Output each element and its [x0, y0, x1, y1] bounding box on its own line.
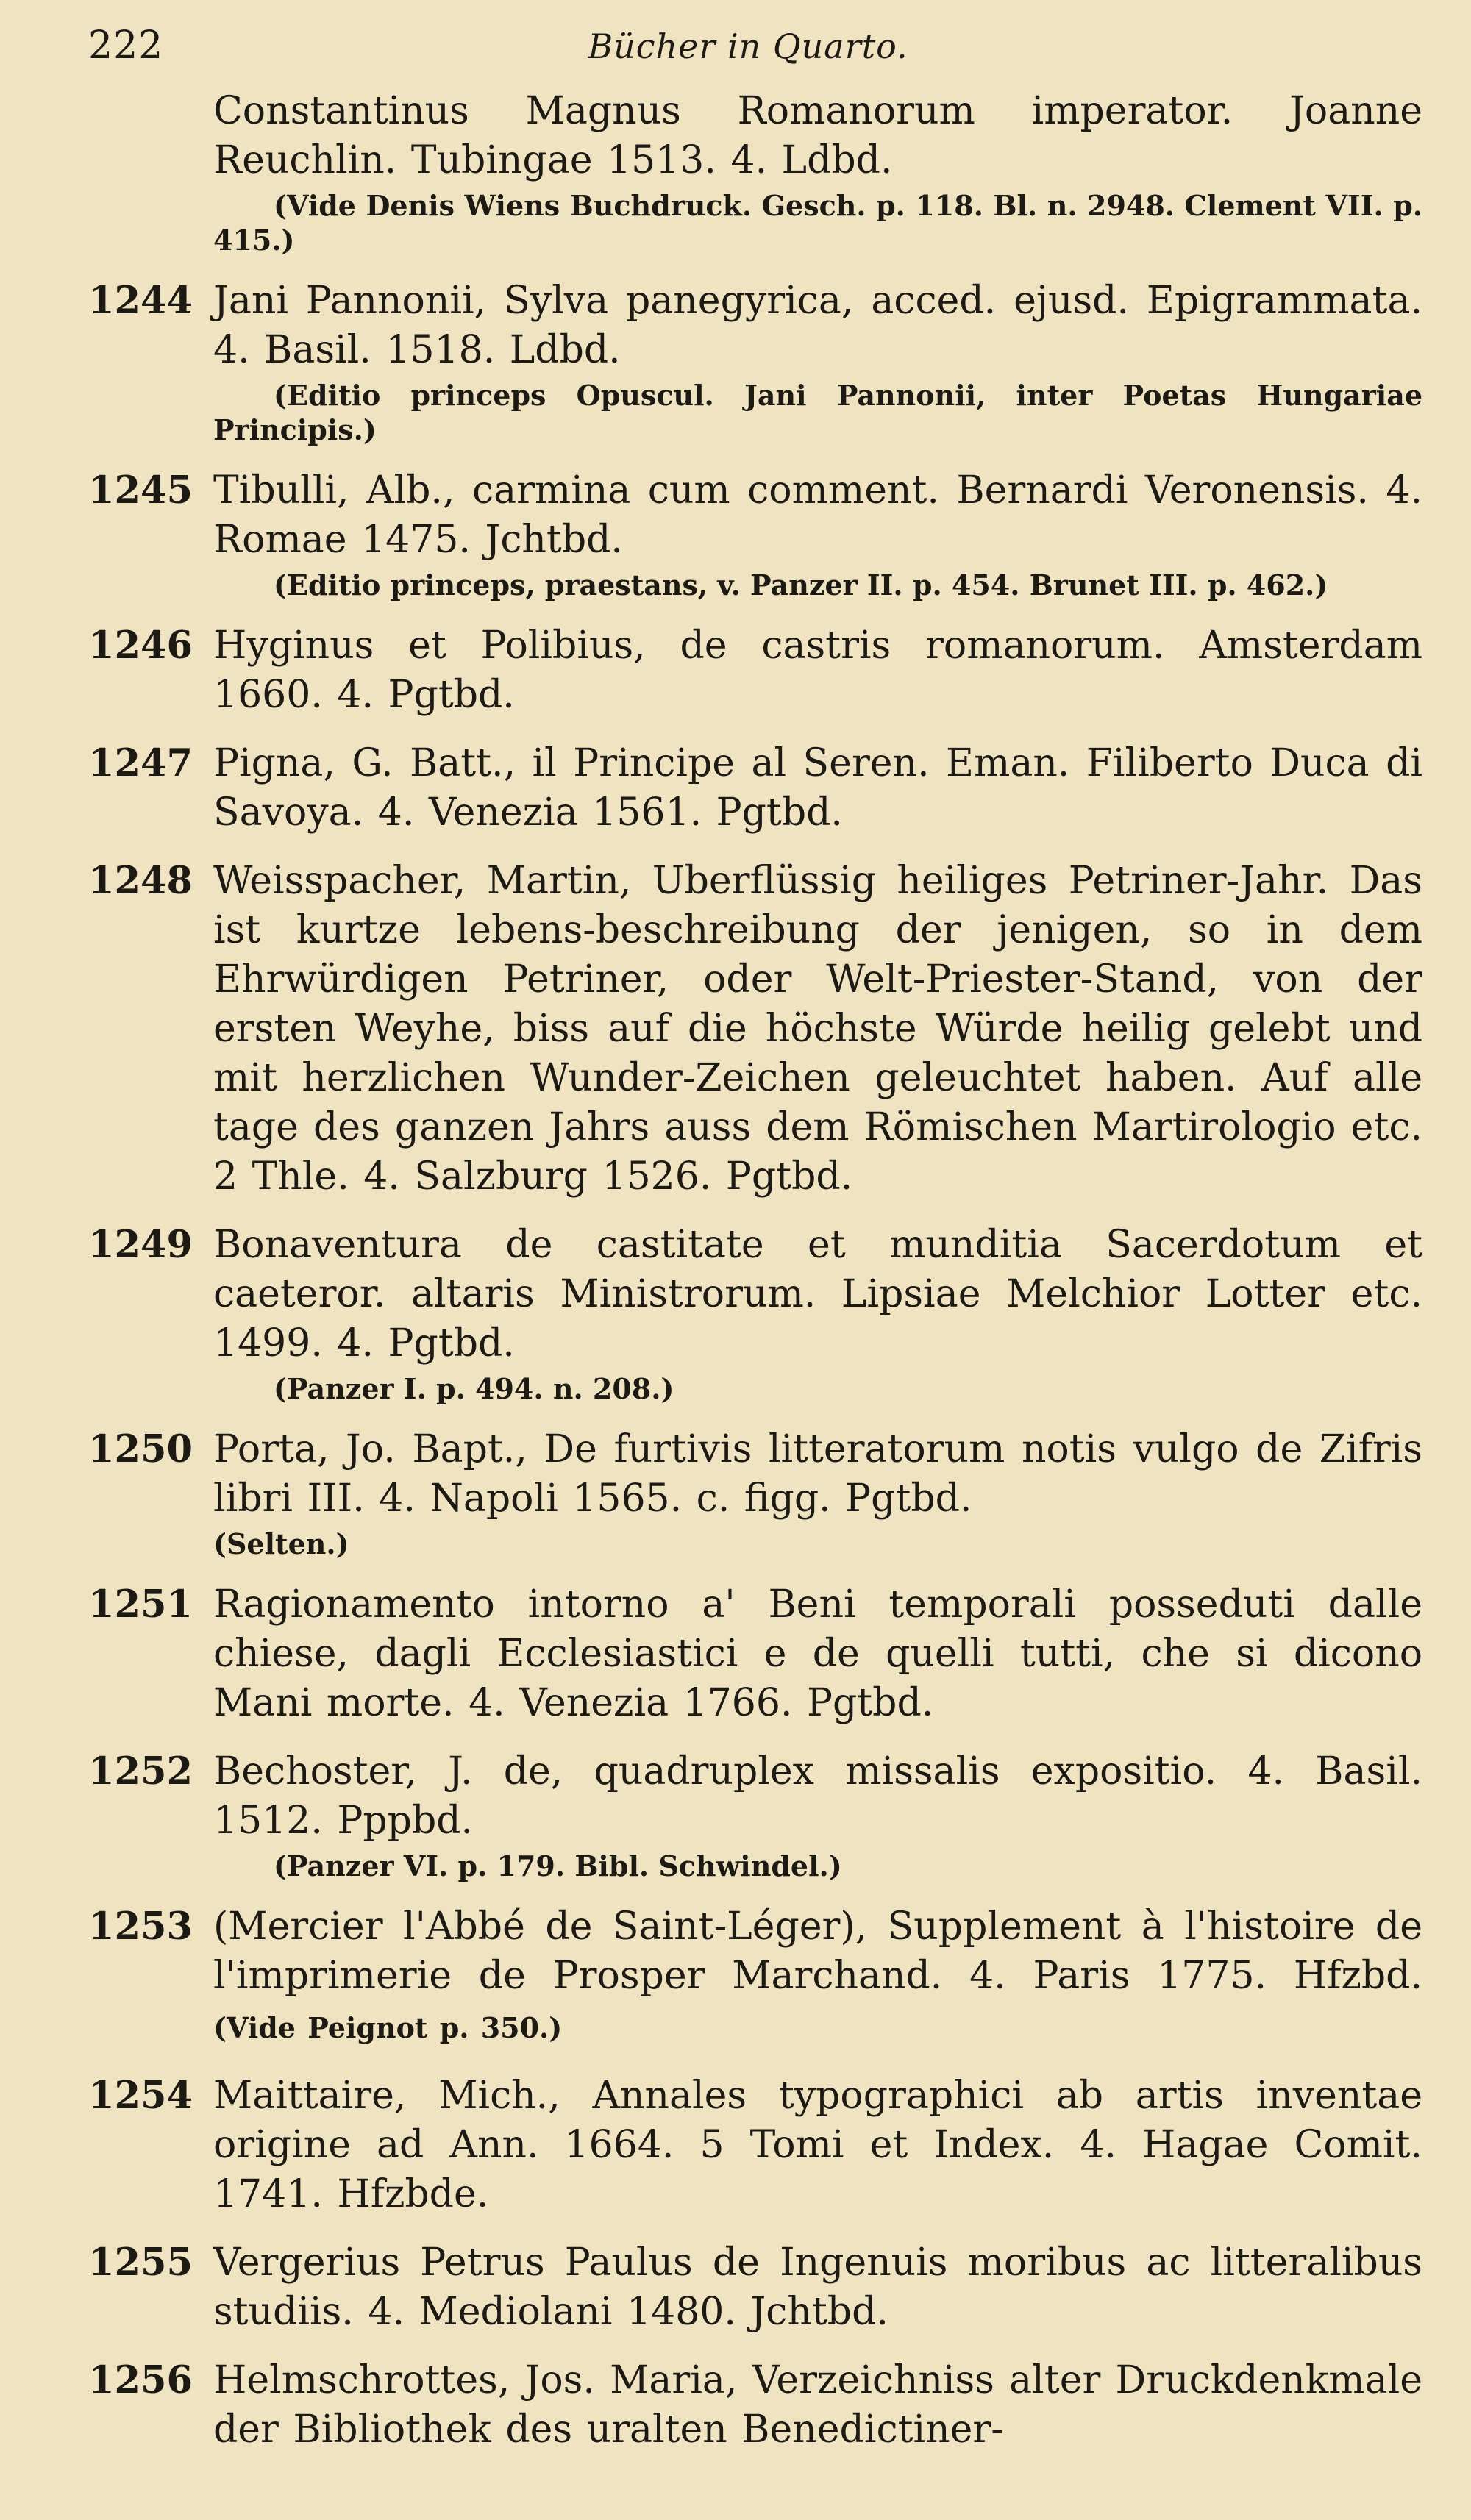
- entry-description: Bechoster, J. de, quadruplex missalis expositio. 4. Basil. 1512. Pppbd.: [213, 1749, 1422, 1843]
- entry-description: Ragionamento intorno a' Beni temporali posseduti dalle chiese, dagli Ecclesiastici e de quelli tutti, che si dicono Mani morte. 4. Venezia 1766. Pgtbd.: [213, 1582, 1422, 1725]
- page-header: [74, 13, 1422, 87]
- catalog-entry: [74, 739, 1422, 838]
- entry-text: [213, 2071, 1422, 2219]
- catalog-entry: [74, 276, 1422, 447]
- entry-text: [213, 1221, 1422, 1368]
- entry-description: Weisspacher, Martin, Uberflüssig heiliges Petriner-Jahr. Das ist kurtze lebens-beschreibung der jenigen, so in dem Ehrwürdigen Petriner, oder Welt-Priester-Stand, von der ersten Weyhe, biss auf die höchste Würde heilig gelebt und mit herzlichen Wunder-Zeichen geleuchtet haben. Auf alle tage des ganzen Jahrs auss dem Römischen Martirologio etc. 2 Thle. 4. Salzburg 1526. Pgtbd.: [213, 859, 1422, 1199]
- entry-number: 1251: [88, 1582, 193, 1627]
- entry-number: 1255: [88, 2241, 193, 2285]
- catalog-entry: [74, 87, 1422, 257]
- catalog-entry: [74, 1425, 1422, 1561]
- entry-number: 1248: [88, 859, 193, 903]
- entry-number: 1247: [88, 741, 193, 785]
- entry-text: [213, 87, 1422, 185]
- entry-text: [213, 1747, 1422, 1846]
- entry-description: Helmschrottes, Jos. Maria, Verzeichniss alter Druckdenkmale der Bibliothek des uralten Benedictiner-: [213, 2358, 1422, 2452]
- entry-number: 1244: [88, 279, 193, 323]
- catalog-entry: [74, 2238, 1422, 2337]
- catalog-entry: [74, 857, 1422, 1202]
- entry-text: [213, 466, 1422, 565]
- entry-description: Pigna, G. Batt., il Principe al Seren. Eman. Filiberto Duca di Savoya. 4. Venezia 1561. Pgtbd.: [213, 741, 1422, 835]
- entry-note: (Selten.): [213, 1527, 349, 1560]
- entry-number: 1253: [88, 1905, 193, 1949]
- catalog-entry: [74, 466, 1422, 602]
- entry-note: (Panzer I. p. 494. n. 208.): [274, 1372, 674, 1405]
- entry-text: [213, 739, 1422, 838]
- entry-text: [213, 1425, 1422, 1524]
- entry-inline-note: (Vide Peignot p. 350.): [213, 2011, 563, 2044]
- entry-number: 1246: [88, 624, 193, 668]
- entry-number: 1252: [88, 1749, 193, 1793]
- entry-description: Porta, Jo. Bapt., De furtivis litteratorum notis vulgo de Zifris libri III. 4. Napoli 1565. c. figg. Pgtbd.: [213, 1427, 1422, 1521]
- entry-description: Bonaventura de castitate et munditia Sacerdotum et caeteror. altaris Ministrorum. Lipsiae Melchior Lotter etc. 1499. 4. Pgtbd.: [213, 1223, 1422, 1366]
- catalog-entry: [74, 1580, 1422, 1728]
- entry-text: [213, 857, 1422, 1202]
- entry-description: Jani Pannonii, Sylva panegyrica, acced. ejusd. Epigrammata. 4. Basil. 1518. Ldbd.: [213, 279, 1422, 372]
- entry-number: 1254: [88, 2074, 193, 2118]
- entry-description: Constantinus Magnus Romanorum imperator. Joanne Reuchlin. Tubingae 1513. 4. Ldbd.: [213, 89, 1422, 182]
- entry-note: (Editio princeps Opuscul. Jani Pannonii, inter Poetas Hungariae Principis.): [213, 379, 1422, 446]
- catalog-entry: [74, 621, 1422, 720]
- catalog-entry: [74, 1902, 1422, 2052]
- entry-description: Vergerius Petrus Paulus de Ingenuis moribus ac litteralibus studiis. 4. Mediolani 1480. Jchtbd.: [213, 2241, 1422, 2334]
- page-number: 222: [88, 24, 164, 68]
- entry-number: 1250: [88, 1427, 193, 1471]
- entry-text: [213, 2238, 1422, 2337]
- entry-text: [213, 276, 1422, 375]
- catalog-entry: [74, 2356, 1422, 2455]
- entry-note: (Panzer VI. p. 179. Bibl. Schwindel.): [274, 1849, 842, 1882]
- entry-description: Tibulli, Alb., carmina cum comment. Bernardi Veronensis. 4. Romae 1475. Jchtbd.: [213, 468, 1422, 562]
- catalog-entries: [74, 87, 1422, 2455]
- entry-number: 1249: [88, 1223, 193, 1267]
- entry-note: (Editio princeps, praestans, v. Panzer II. p. 454. Brunet III. p. 462.): [274, 568, 1328, 602]
- entry-text: [213, 621, 1422, 720]
- catalog-entry: [74, 2071, 1422, 2219]
- entry-description: (Mercier l'Abbé de Saint-Léger), Supplement à l'histoire de l'imprimerie de Prosper Marchand. 4. Paris 1775. Hfzbd.: [213, 1905, 1422, 1998]
- entry-text: [213, 2356, 1422, 2455]
- entry-text: [213, 1902, 1422, 2052]
- catalog-entry: [74, 1747, 1422, 1883]
- catalog-entry: [74, 1221, 1422, 1406]
- entry-note: (Vide Denis Wiens Buchdruck. Gesch. p. 118. Bl. n. 2948. Clement VII. p. 415.): [213, 189, 1422, 257]
- entry-description: Maittaire, Mich., Annales typographici ab artis inventae origine ad Ann. 1664. 5 Tomi et Index. 4. Hagae Comit. 1741. Hfzbde.: [213, 2074, 1422, 2216]
- entry-number: 1256: [88, 2358, 193, 2402]
- entry-number: 1245: [88, 468, 193, 513]
- running-head: Bücher in Quarto.: [588, 26, 908, 66]
- entry-text: [213, 1580, 1422, 1728]
- entry-description: Hyginus et Polibius, de castris romanorum. Amsterdam 1660. 4. Pgtbd.: [213, 624, 1422, 717]
